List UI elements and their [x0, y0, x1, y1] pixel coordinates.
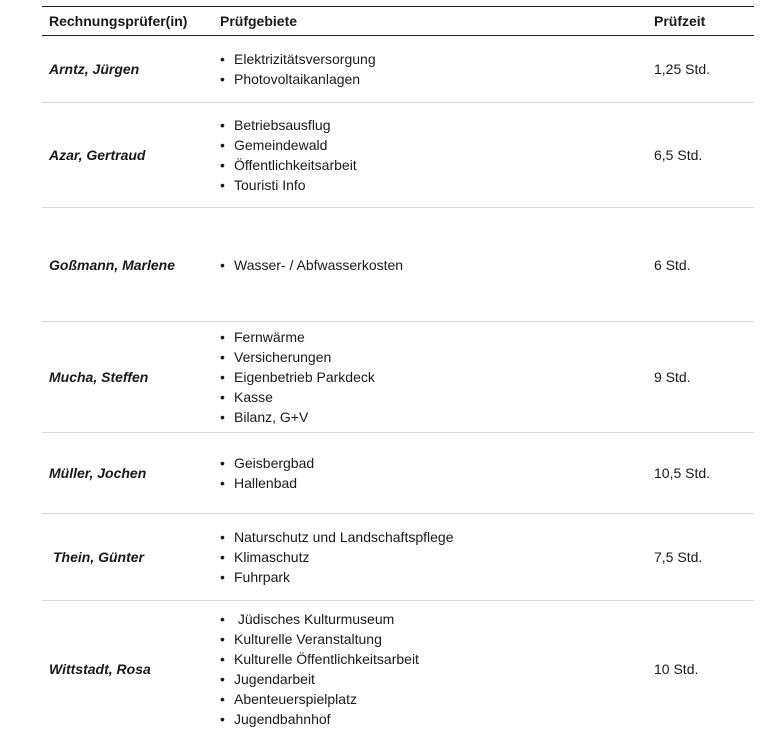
areas-cell [220, 115, 654, 195]
area-item: • Jugendarbeit [220, 669, 654, 689]
areas-list [220, 527, 654, 587]
header-reviewer: Rechnungsprüfer(in) [49, 13, 188, 29]
audit-time: 6 Std. [654, 256, 691, 273]
area-item: • Geisbergbad [220, 453, 654, 473]
audit-time: 1,25 Std. [654, 61, 711, 77]
area-item: • Öffentlichkeitsarbeit [220, 155, 654, 175]
areas-cell [220, 327, 654, 427]
area-item: • Versicherungen [220, 347, 654, 367]
area-item: • Abenteuerspielplatz [220, 689, 654, 709]
area-item: • Eigenbetrieb Parkdeck [220, 367, 654, 387]
table-header [42, 6, 754, 36]
area-item: • Jüdisches Kulturmuseum [220, 609, 654, 629]
table-row [42, 208, 754, 322]
audit-time: 6,5 Std. [654, 147, 703, 163]
area-item: • Elektrizitätsversorgung [220, 49, 654, 69]
area-item: • Photovoltaikanlagen [220, 69, 654, 89]
audit-time: 10,5 Std. [654, 465, 711, 481]
areas-cell [220, 609, 654, 729]
reviewer-name: Müller, Jochen [49, 465, 147, 481]
area-item: • Hallenbad [220, 473, 654, 493]
audit-time: 7,5 Std. [654, 549, 703, 565]
area-item: • Jugendbahnhof [220, 709, 654, 729]
table-row [42, 514, 754, 601]
areas-list [220, 453, 654, 493]
area-item: • Touristi Info [220, 175, 654, 195]
audit-time: 9 Std. [654, 369, 691, 385]
reviewer-name: Mucha, Steffen [49, 369, 149, 385]
reviewer-name: Arntz, Jürgen [49, 61, 140, 77]
areas-list [220, 115, 654, 195]
reviewer-name: Thein, Günter [53, 549, 144, 565]
table-row [42, 601, 754, 737]
areas-list [220, 255, 654, 275]
audit-time: 10 Std. [654, 661, 699, 677]
area-item: • Kulturelle Veranstaltung [220, 629, 654, 649]
table-row [42, 433, 754, 514]
header-areas: Prüfgebiete [220, 13, 298, 29]
area-item: • Gemeindewald [220, 135, 654, 155]
areas-cell [220, 255, 654, 275]
reviewer-name: Azar, Gertraud [49, 147, 146, 163]
area-item: • Wasser- / Abfwasserkosten [220, 255, 654, 275]
reviewer-name: Goßmann, Marlene [49, 256, 176, 273]
reviewer-name: Wittstadt, Rosa [49, 661, 151, 677]
area-item: • Kulturelle Öffentlichkeitsarbeit [220, 649, 654, 669]
areas-list [220, 327, 654, 427]
area-item: • Naturschutz und Landschaftspflege [220, 527, 654, 547]
table-row [42, 36, 754, 103]
area-item: • Betriebsausflug [220, 115, 654, 135]
areas-cell [220, 527, 654, 587]
audit-table [42, 6, 754, 737]
table-row [42, 103, 754, 208]
areas-cell [220, 49, 654, 89]
areas-list [220, 609, 654, 729]
areas-list [220, 49, 654, 89]
area-item: • Fuhrpark [220, 567, 654, 587]
table-row [42, 322, 754, 433]
area-item: • Bilanz, G+V [220, 407, 654, 427]
area-item: • Klimaschutz [220, 547, 654, 567]
area-item: • Fernwärme [220, 327, 654, 347]
header-time: Prüfzeit [654, 13, 706, 29]
area-item: • Kasse [220, 387, 654, 407]
areas-cell [220, 453, 654, 493]
